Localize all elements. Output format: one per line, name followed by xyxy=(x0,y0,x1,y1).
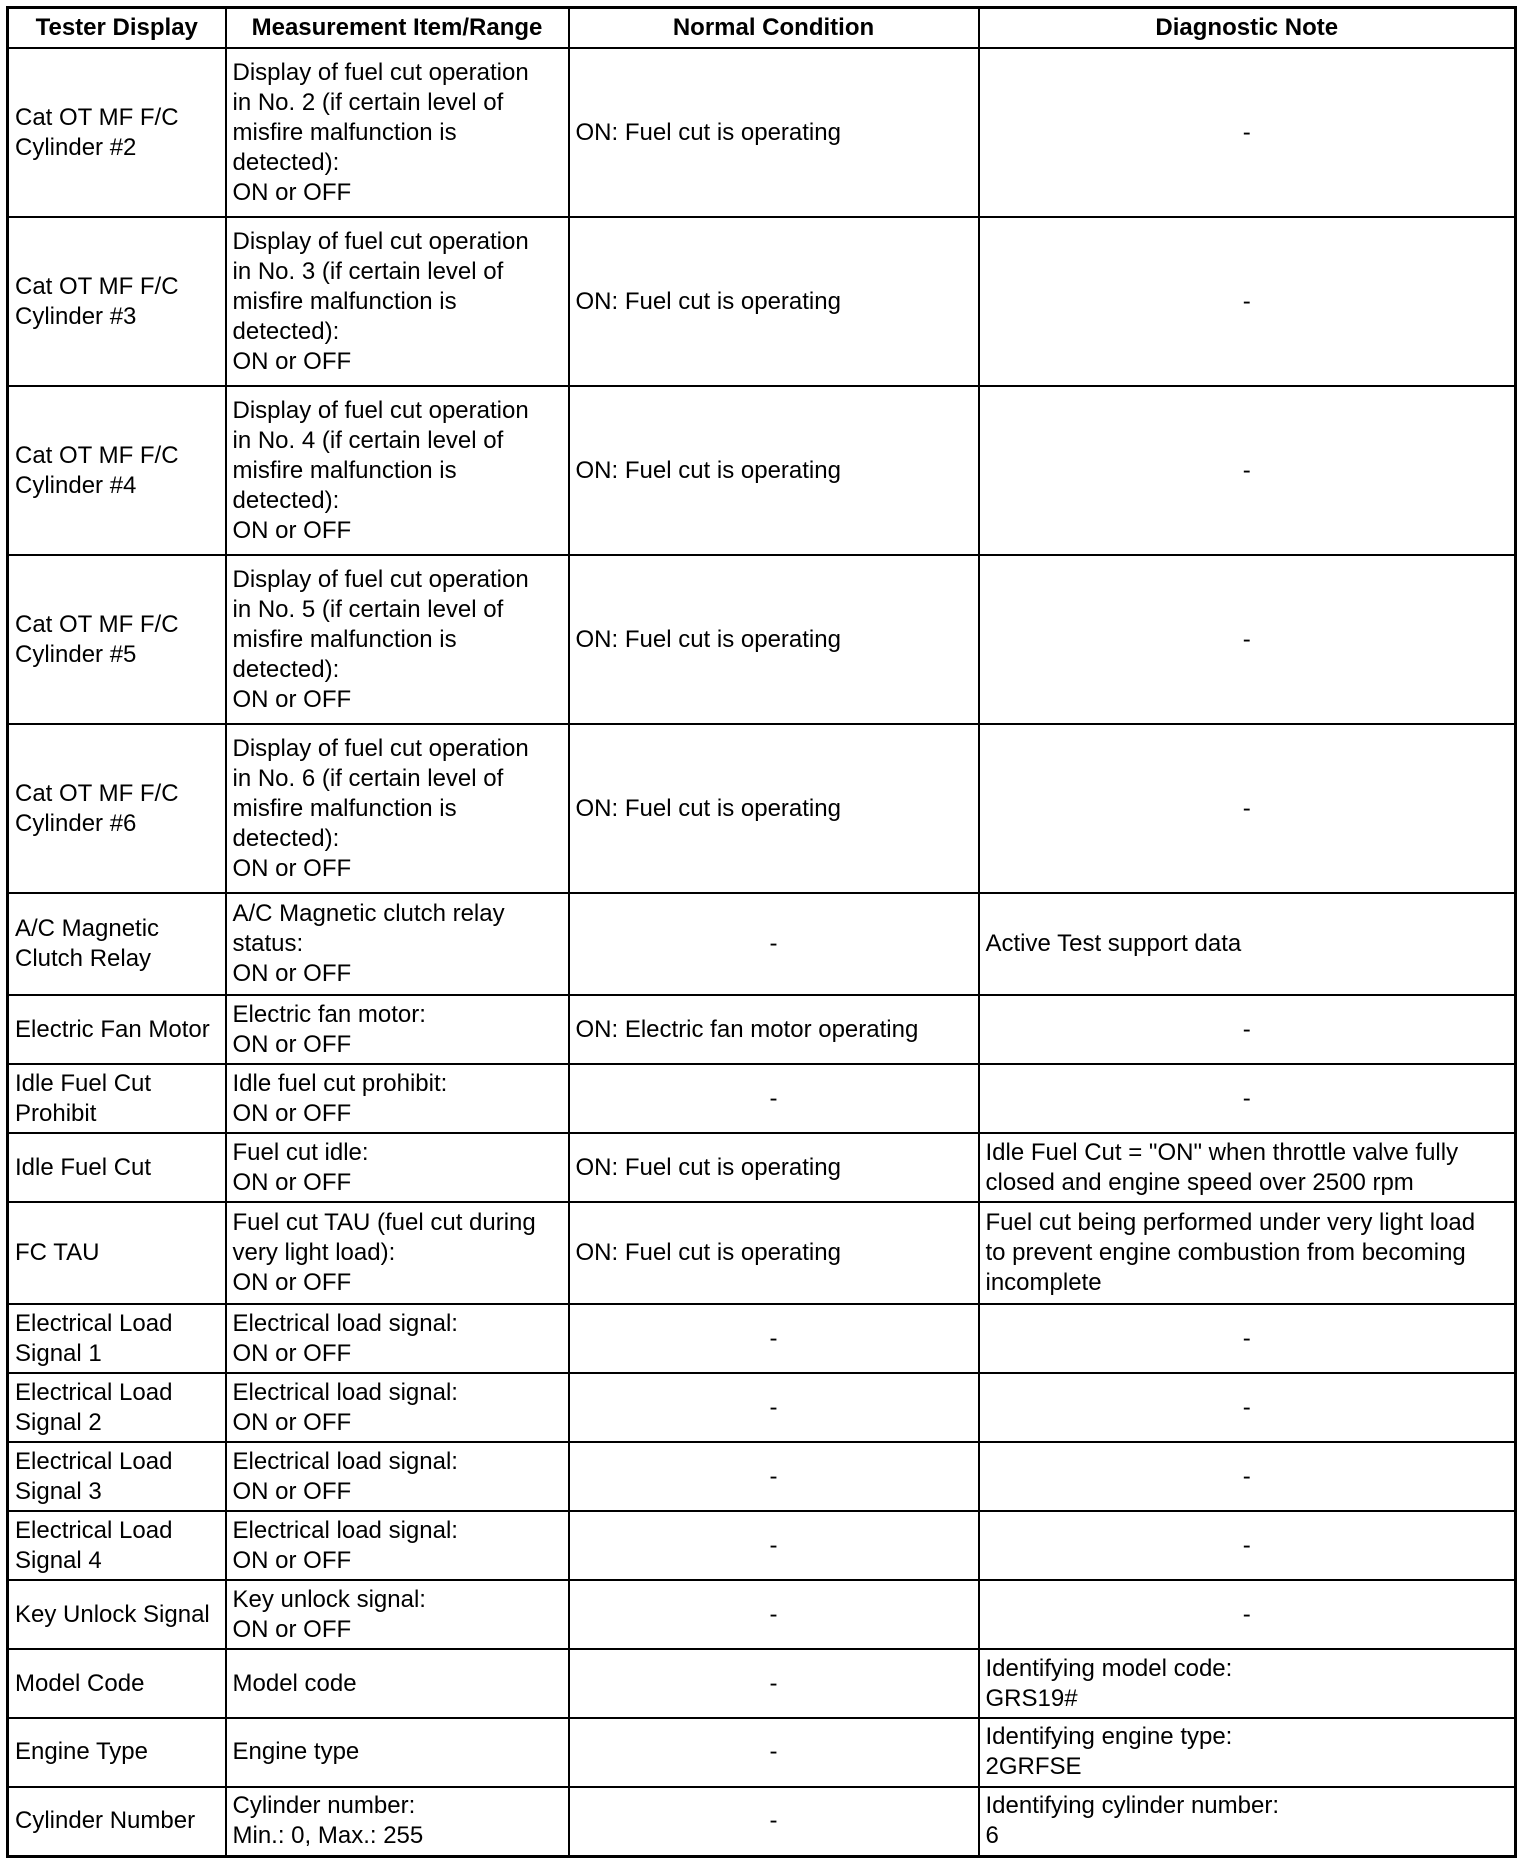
cell-normal-condition xyxy=(569,1511,979,1580)
cell-normal-condition xyxy=(569,1580,979,1649)
cell-text-line: misfire malfunction is xyxy=(232,456,457,484)
cell-text-line: Engine Type xyxy=(15,1738,148,1766)
cell-text-line: FC TAU xyxy=(15,1239,100,1267)
cell-text-line: in No. 5 (if certain level of xyxy=(232,595,504,623)
cell-text-line: - xyxy=(769,930,778,958)
cell-text-line: ON: Fuel cut is operating xyxy=(575,625,841,653)
cell-tester-display xyxy=(8,995,226,1064)
cell-text-line: misfire malfunction is xyxy=(232,794,457,822)
cell-tester-display xyxy=(8,1133,226,1202)
cell-text-line: Identifying cylinder number: xyxy=(985,1792,1279,1820)
cell-measurement-item xyxy=(226,1304,569,1373)
cell-text-line: - xyxy=(769,1738,778,1766)
cell-diagnostic-note xyxy=(979,1304,1516,1373)
cell-text-line: ON or OFF xyxy=(232,1477,352,1505)
table-row xyxy=(8,386,1516,555)
cell-text-line: incomplete xyxy=(985,1269,1102,1297)
header-measurement-item: Measurement Item/Range xyxy=(226,8,569,49)
cell-text-line: Cat OT MF F/C xyxy=(15,441,179,469)
cell-text-line: ON or OFF xyxy=(232,1168,352,1196)
cell-text-line: Cat OT MF F/C xyxy=(15,103,179,131)
cell-diagnostic-note xyxy=(979,1649,1516,1718)
cell-text-line: Electrical Load xyxy=(15,1378,173,1406)
cell-text-line: Model code xyxy=(232,1669,357,1697)
header-normal-condition: Normal Condition xyxy=(569,8,979,49)
table-row xyxy=(8,1787,1516,1857)
cell-text-line: in No. 2 (if certain level of xyxy=(232,88,504,116)
cell-text-line: Identifying engine type: xyxy=(985,1723,1233,1751)
cell-text-line: ON or OFF xyxy=(232,347,352,375)
cell-text-line: Idle Fuel Cut = "ON" when throttle valve fully xyxy=(985,1138,1459,1166)
cell-diagnostic-note xyxy=(979,1718,1516,1787)
cell-normal-condition xyxy=(569,995,979,1064)
cell-text-line: ON: Fuel cut is operating xyxy=(575,794,841,822)
cell-text-line: Model Code xyxy=(15,1669,145,1697)
table-row xyxy=(8,1064,1516,1133)
cell-text-line: 6 xyxy=(985,1822,999,1850)
cell-text-line: - xyxy=(1242,1531,1251,1559)
cell-measurement-item xyxy=(226,386,569,555)
table-row xyxy=(8,1649,1516,1718)
cell-text-line: status: xyxy=(232,930,304,958)
cell-text-line: Fuel cut TAU (fuel cut during xyxy=(232,1209,536,1237)
cell-measurement-item xyxy=(226,1373,569,1442)
cell-text-line: ON or OFF xyxy=(232,1099,352,1127)
cell-text-line: A/C Magnetic clutch relay xyxy=(232,900,505,928)
table-row xyxy=(8,995,1516,1064)
cell-text-line: Key Unlock Signal xyxy=(15,1600,210,1628)
cell-text-line: - xyxy=(769,1324,778,1352)
cell-tester-display xyxy=(8,893,226,995)
table-row xyxy=(8,1580,1516,1649)
cell-normal-condition xyxy=(569,1718,979,1787)
cell-text-line: Idle Fuel Cut xyxy=(15,1069,152,1097)
cell-text-line: - xyxy=(769,1669,778,1697)
table-row xyxy=(8,1511,1516,1580)
header-diagnostic-note: Diagnostic Note xyxy=(979,8,1516,49)
cell-measurement-item xyxy=(226,1787,569,1857)
table-row xyxy=(8,1133,1516,1202)
cell-text-line: - xyxy=(1242,1084,1251,1112)
cell-normal-condition xyxy=(569,1304,979,1373)
table-row xyxy=(8,1304,1516,1373)
cell-text-line: Fuel cut idle: xyxy=(232,1138,369,1166)
cell-tester-display xyxy=(8,1580,226,1649)
header-tester-display: Tester Display xyxy=(8,8,226,49)
cell-text-line: Electrical Load xyxy=(15,1309,173,1337)
cell-text-line: Display of fuel cut operation xyxy=(232,734,529,762)
cell-text-line: Cat OT MF F/C xyxy=(15,779,179,807)
cell-text-line: ON or OFF xyxy=(232,178,352,206)
cell-measurement-item xyxy=(226,1202,569,1304)
cell-diagnostic-note xyxy=(979,1202,1516,1304)
table-row xyxy=(8,555,1516,724)
cell-text-line: Signal 3 xyxy=(15,1477,102,1505)
cell-normal-condition xyxy=(569,1373,979,1442)
cell-measurement-item xyxy=(226,995,569,1064)
cell-text-line: Electrical Load xyxy=(15,1447,173,1475)
cell-measurement-item xyxy=(226,48,569,217)
cell-text-line: ON or OFF xyxy=(232,854,352,882)
cell-diagnostic-note xyxy=(979,1511,1516,1580)
table-row xyxy=(8,893,1516,995)
cell-text-line: Display of fuel cut operation xyxy=(232,227,529,255)
cell-text-line: closed and engine speed over 2500 rpm xyxy=(985,1168,1414,1196)
cell-tester-display xyxy=(8,1064,226,1133)
cell-text-line: Engine type xyxy=(232,1738,360,1766)
cell-text-line: Electric fan motor: xyxy=(232,1000,426,1028)
cell-text-line: Signal 1 xyxy=(15,1339,102,1367)
cell-normal-condition xyxy=(569,1787,979,1857)
cell-text-line: ON or OFF xyxy=(232,1546,352,1574)
cell-text-line: detected): xyxy=(232,148,340,176)
cell-text-line: Prohibit xyxy=(15,1099,97,1127)
cell-text-line: ON: Fuel cut is operating xyxy=(575,287,841,315)
cell-tester-display xyxy=(8,1373,226,1442)
cell-text-line: Electrical load signal: xyxy=(232,1447,458,1475)
cell-tester-display xyxy=(8,48,226,217)
cell-measurement-item xyxy=(226,1442,569,1511)
cell-diagnostic-note xyxy=(979,1787,1516,1857)
cell-normal-condition xyxy=(569,1064,979,1133)
cell-text-line: 2GRFSE xyxy=(985,1753,1082,1781)
cell-text-line: Cylinder Number xyxy=(15,1807,196,1835)
cell-measurement-item xyxy=(226,893,569,995)
cell-text-line: detected): xyxy=(232,317,340,345)
cell-tester-display xyxy=(8,555,226,724)
cell-text-line: misfire malfunction is xyxy=(232,625,457,653)
cell-measurement-item xyxy=(226,1580,569,1649)
cell-tester-display xyxy=(8,1511,226,1580)
cell-diagnostic-note xyxy=(979,1133,1516,1202)
cell-text-line: ON or OFF xyxy=(232,685,352,713)
cell-normal-condition xyxy=(569,724,979,893)
cell-normal-condition xyxy=(569,555,979,724)
cell-measurement-item xyxy=(226,1649,569,1718)
table-row xyxy=(8,1442,1516,1511)
cell-text-line: Display of fuel cut operation xyxy=(232,58,529,86)
cell-text-line: GRS19# xyxy=(985,1684,1078,1712)
cell-text-line: in No. 6 (if certain level of xyxy=(232,764,504,792)
cell-text-line: Cat OT MF F/C xyxy=(15,272,179,300)
diagnostic-data-table xyxy=(6,6,1517,1858)
cell-text-line: misfire malfunction is xyxy=(232,287,457,315)
cell-diagnostic-note xyxy=(979,1373,1516,1442)
cell-text-line: Active Test support data xyxy=(985,930,1242,958)
cell-diagnostic-note xyxy=(979,555,1516,724)
cell-text-line: Key unlock signal: xyxy=(232,1585,426,1613)
cell-text-line: - xyxy=(1242,118,1251,146)
cell-measurement-item xyxy=(226,555,569,724)
cell-tester-display xyxy=(8,1442,226,1511)
cell-text-line: ON or OFF xyxy=(232,1408,352,1436)
cell-diagnostic-note xyxy=(979,48,1516,217)
cell-text-line: Signal 4 xyxy=(15,1546,102,1574)
cell-text-line: - xyxy=(769,1807,778,1835)
cell-diagnostic-note xyxy=(979,893,1516,995)
cell-text-line: Signal 2 xyxy=(15,1408,102,1436)
cell-measurement-item xyxy=(226,1064,569,1133)
cell-text-line: - xyxy=(769,1531,778,1559)
cell-text-line: ON or OFF xyxy=(232,960,352,988)
cell-text-line: in No. 4 (if certain level of xyxy=(232,426,504,454)
cell-tester-display xyxy=(8,724,226,893)
cell-normal-condition xyxy=(569,1202,979,1304)
cell-normal-condition xyxy=(569,1649,979,1718)
cell-normal-condition xyxy=(569,217,979,386)
cell-diagnostic-note xyxy=(979,1064,1516,1133)
table-row xyxy=(8,48,1516,217)
cell-text-line: Electrical load signal: xyxy=(232,1378,458,1406)
cell-text-line: ON or OFF xyxy=(232,1030,352,1058)
table-row xyxy=(8,1718,1516,1787)
cell-text-line: - xyxy=(1242,1015,1251,1043)
cell-text-line: - xyxy=(1242,1393,1251,1421)
cell-text-line: Idle Fuel Cut xyxy=(15,1153,152,1181)
cell-tester-display xyxy=(8,1202,226,1304)
cell-normal-condition xyxy=(569,1442,979,1511)
table-row xyxy=(8,217,1516,386)
cell-measurement-item xyxy=(226,217,569,386)
cell-text-line: - xyxy=(769,1462,778,1490)
cell-text-line: ON or OFF xyxy=(232,1615,352,1643)
cell-text-line: to prevent engine combustion from becoming xyxy=(985,1239,1466,1267)
cell-text-line: ON: Fuel cut is operating xyxy=(575,118,841,146)
cell-text-line: - xyxy=(1242,1600,1251,1628)
table-row xyxy=(8,1202,1516,1304)
cell-text-line: ON: Fuel cut is operating xyxy=(575,1153,841,1181)
cell-text-line: - xyxy=(769,1600,778,1628)
cell-measurement-item xyxy=(226,1511,569,1580)
cell-text-line: Cylinder #3 xyxy=(15,302,137,330)
cell-text-line: ON: Fuel cut is operating xyxy=(575,1239,841,1267)
cell-text-line: ON or OFF xyxy=(232,516,352,544)
cell-text-line: Electric Fan Motor xyxy=(15,1015,210,1043)
cell-text-line: detected): xyxy=(232,655,340,683)
cell-diagnostic-note xyxy=(979,995,1516,1064)
cell-text-line: A/C Magnetic xyxy=(15,915,160,943)
cell-text-line: detected): xyxy=(232,486,340,514)
cell-normal-condition xyxy=(569,893,979,995)
cell-text-line: very light load): xyxy=(232,1239,396,1267)
cell-diagnostic-note xyxy=(979,1442,1516,1511)
cell-text-line: - xyxy=(1242,456,1251,484)
table-row xyxy=(8,724,1516,893)
cell-measurement-item xyxy=(226,724,569,893)
cell-text-line: Cylinder number: xyxy=(232,1792,416,1820)
cell-text-line: Cylinder #5 xyxy=(15,640,137,668)
cell-text-line: Min.: 0, Max.: 255 xyxy=(232,1822,424,1850)
cell-normal-condition xyxy=(569,48,979,217)
cell-text-line: Identifying model code: xyxy=(985,1654,1233,1682)
cell-text-line: misfire malfunction is xyxy=(232,118,457,146)
cell-text-line: in No. 3 (if certain level of xyxy=(232,257,504,285)
cell-text-line: - xyxy=(769,1393,778,1421)
cell-text-line: - xyxy=(1242,625,1251,653)
cell-measurement-item xyxy=(226,1133,569,1202)
cell-text-line: Electrical Load xyxy=(15,1516,173,1544)
cell-text-line: ON: Electric fan motor operating xyxy=(575,1015,919,1043)
cell-text-line: ON or OFF xyxy=(232,1269,352,1297)
cell-diagnostic-note xyxy=(979,217,1516,386)
table-row xyxy=(8,1373,1516,1442)
cell-text-line: Cylinder #4 xyxy=(15,471,137,499)
cell-text-line: Idle fuel cut prohibit: xyxy=(232,1069,448,1097)
cell-tester-display xyxy=(8,1787,226,1857)
cell-text-line: Cat OT MF F/C xyxy=(15,610,179,638)
cell-text-line: - xyxy=(769,1084,778,1112)
cell-tester-display xyxy=(8,217,226,386)
cell-text-line: Clutch Relay xyxy=(15,945,152,973)
cell-tester-display xyxy=(8,1649,226,1718)
cell-diagnostic-note xyxy=(979,386,1516,555)
cell-text-line: Electrical load signal: xyxy=(232,1516,458,1544)
cell-text-line: detected): xyxy=(232,824,340,852)
cell-normal-condition xyxy=(569,386,979,555)
cell-text-line: - xyxy=(1242,1324,1251,1352)
cell-text-line: Cylinder #6 xyxy=(15,809,137,837)
cell-text-line: Display of fuel cut operation xyxy=(232,565,529,593)
cell-diagnostic-note xyxy=(979,1580,1516,1649)
cell-text-line: Cylinder #2 xyxy=(15,133,137,161)
cell-text-line: ON or OFF xyxy=(232,1339,352,1367)
cell-text-line: - xyxy=(1242,1462,1251,1490)
cell-text-line: Display of fuel cut operation xyxy=(232,396,529,424)
cell-measurement-item xyxy=(226,1718,569,1787)
cell-text-line: Electrical load signal: xyxy=(232,1309,458,1337)
cell-tester-display xyxy=(8,386,226,555)
cell-text-line: ON: Fuel cut is operating xyxy=(575,456,841,484)
cell-text-line: - xyxy=(1242,287,1251,315)
cell-normal-condition xyxy=(569,1133,979,1202)
cell-tester-display xyxy=(8,1718,226,1787)
cell-text-line: Fuel cut being performed under very light load xyxy=(985,1209,1476,1237)
cell-diagnostic-note xyxy=(979,724,1516,893)
cell-text-line: - xyxy=(1242,794,1251,822)
cell-tester-display xyxy=(8,1304,226,1373)
table-header-row xyxy=(8,8,1516,49)
